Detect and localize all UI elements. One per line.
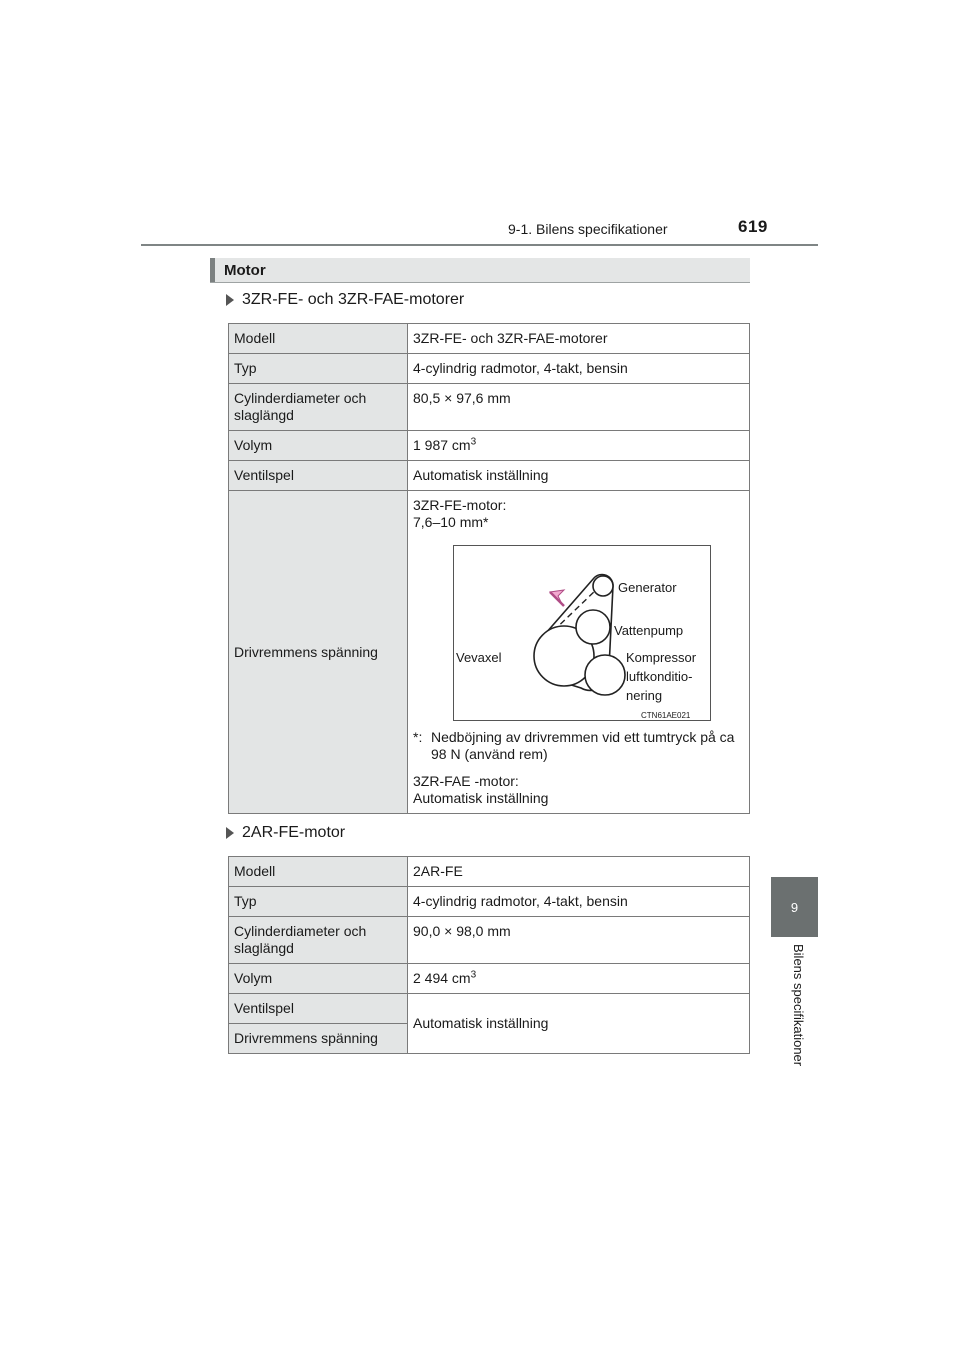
section-title: Motor — [224, 262, 266, 279]
spec-key: Cylinderdiameter och slaglängd — [229, 917, 408, 964]
table-row — [229, 887, 750, 917]
fae-label: 3ZR-FAE -motor: — [413, 773, 519, 789]
footnote-marker: *: — [413, 729, 423, 745]
volume-value: 2 494 cm — [413, 970, 471, 986]
table-row — [229, 994, 750, 1024]
table-row — [229, 461, 750, 491]
engine2-title: 2AR-FE-motor — [242, 824, 346, 841]
chapter-number: 9 — [790, 899, 799, 915]
section-title-bar — [210, 258, 750, 283]
volume-exponent: 3 — [470, 969, 477, 981]
footnote — [413, 729, 744, 763]
table-row — [229, 964, 750, 994]
spec-value: 3ZR-FE- och 3ZR-FAE-motorer — [408, 324, 750, 354]
table-row — [229, 324, 750, 354]
fae-value: Automatisk inställning — [413, 790, 549, 806]
spec-value: 80,5 × 97,6 mm — [408, 384, 750, 431]
table-row — [229, 354, 750, 384]
header-divider — [141, 244, 818, 246]
spec-value: 4-cylindrig radmotor, 4-takt, bensin — [408, 887, 750, 917]
engine2-spec-table — [228, 856, 750, 1054]
bullet-triangle-icon — [226, 294, 234, 306]
spec-key: Volym — [229, 431, 408, 461]
spec-key: Ventilspel — [229, 994, 408, 1024]
spec-value: Automatisk inställning — [408, 461, 750, 491]
section-accent — [210, 258, 215, 282]
spec-key: Modell — [229, 857, 408, 887]
belt-diagram — [453, 545, 711, 721]
table-row — [229, 917, 750, 964]
crankshaft-label: Vevaxel — [456, 650, 502, 665]
spec-value — [408, 431, 750, 461]
spec-key: Drivremmens spänning — [229, 491, 408, 814]
spec-value — [408, 964, 750, 994]
spec-key: Drivremmens spänning — [229, 1024, 408, 1054]
spec-value: 4-cylindrig radmotor, 4-takt, bensin — [408, 354, 750, 384]
spec-value: 90,0 × 98,0 mm — [408, 917, 750, 964]
generator-label: Generator — [618, 580, 677, 595]
page-number: 619 — [738, 217, 768, 236]
spec-key: Typ — [229, 354, 408, 384]
engine1-title: 3ZR-FE- och 3ZR-FAE-motorer — [242, 291, 465, 308]
compressor-label-1: Kompressor — [626, 650, 697, 665]
diagram-code: CTN61AE021 — [641, 711, 691, 720]
table-row — [229, 384, 750, 431]
spec-key: Volym — [229, 964, 408, 994]
fe-value: 7,6–10 mm* — [413, 514, 489, 530]
compressor-label-3: nering — [626, 688, 663, 703]
table-row — [229, 857, 750, 887]
volume-value: 1 987 cm — [413, 437, 471, 453]
fe-label: 3ZR-FE-motor: — [413, 497, 507, 513]
spec-key: Modell — [229, 324, 408, 354]
table-row — [229, 431, 750, 461]
spec-key: Cylinderdiameter och slaglängd — [229, 384, 408, 431]
chapter-tab — [771, 877, 818, 937]
footnote-text: Nedböjning av drivremmen vid ett tumtryck på ca 98 N (använd rem) — [431, 729, 735, 762]
engine1-heading — [226, 291, 464, 309]
spec-value: 2AR-FE — [408, 857, 750, 887]
section-heading: 9-1. Bilens specifikationer — [508, 221, 668, 237]
spec-key: Typ — [229, 887, 408, 917]
chapter-label: Bilens specifikationer — [791, 944, 806, 1067]
engine2-heading — [226, 824, 345, 842]
engine1-spec-table — [228, 323, 750, 814]
spec-value — [408, 491, 750, 814]
spec-value: Automatisk inställning — [408, 994, 750, 1054]
water-pump-label: Vattenpump — [614, 623, 684, 638]
compressor-label-2: luftkonditio- — [626, 669, 693, 684]
table-row — [229, 491, 750, 814]
volume-exponent: 3 — [470, 436, 477, 448]
bullet-triangle-icon — [226, 827, 234, 839]
spec-key: Ventilspel — [229, 461, 408, 491]
